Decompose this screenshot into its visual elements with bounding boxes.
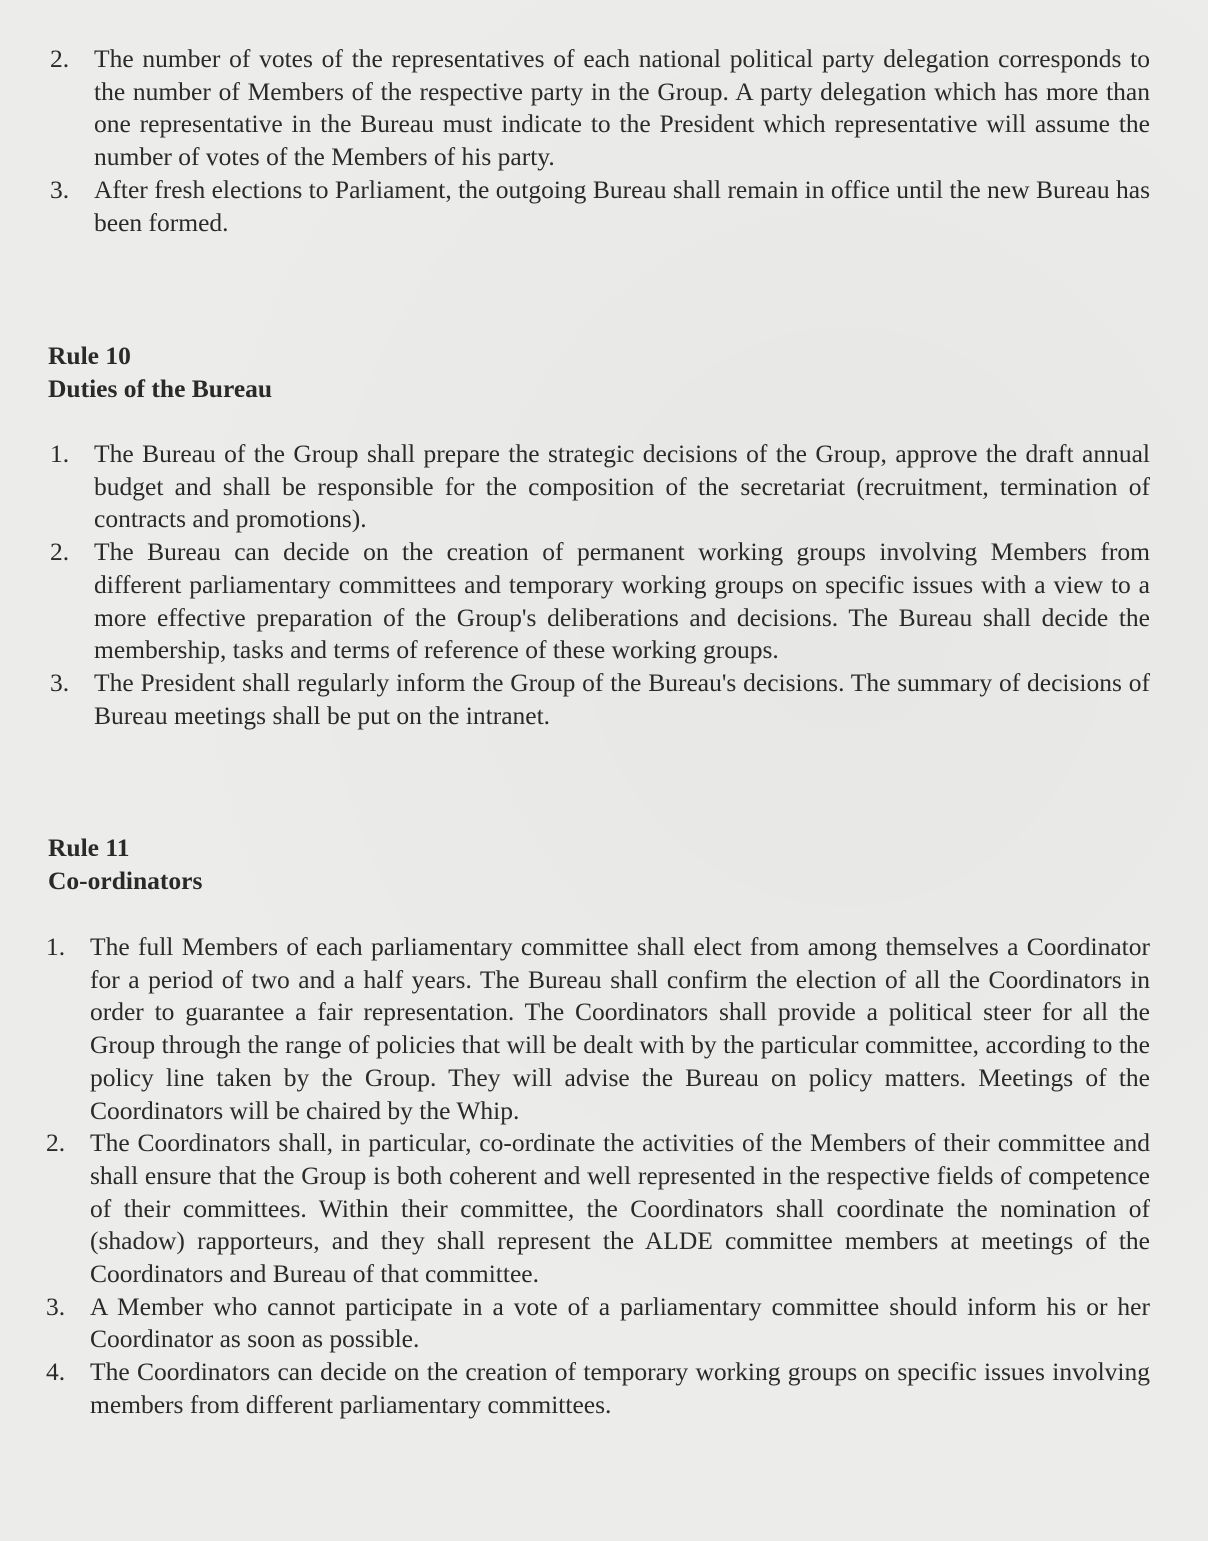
list-item xyxy=(44,1356,1150,1421)
item-text: The Bureau of the Group shall prepare the strategic decisions of the Group, approve the draft annual budget and shall be responsible for the composition of the secretariat (recruitment, termination of contracts and promotions). xyxy=(94,439,1150,534)
rule-11-body xyxy=(44,931,1150,1422)
item-number: 3. xyxy=(50,174,70,204)
rule-10-list xyxy=(48,438,1150,732)
rule-label: Rule 11 xyxy=(48,833,130,862)
previous-rule-list xyxy=(48,43,1150,239)
rule-title: Duties of the Bureau xyxy=(48,374,273,403)
list-item xyxy=(44,1127,1150,1291)
item-number: 2. xyxy=(50,44,70,73)
item-number: 2. xyxy=(50,537,70,567)
rule-11-heading xyxy=(48,831,1150,897)
item-number: 1. xyxy=(50,439,70,468)
item-text: The full Members of each parliamentary committee shall elect from among themselves a Coordinator for a period of two and a half years. The Bureau shall confirm the election of all the Coordinators in order to guarantee a fair representation. The Coordinators shall provide a political steer for all the Group through the range of policies that will be dealt with by the particular committee, according to the policy line taken by the Group. They will advise the Bureau on policy matters. Meetings of the Coordinators will be chaired by the Whip. xyxy=(90,932,1150,1125)
item-number: 1. xyxy=(46,932,66,961)
item-number: 2. xyxy=(46,1128,66,1158)
list-item xyxy=(48,43,1150,174)
item-text: The President shall regularly inform the Group of the Bureau's decisions. The summary of decisions of Bureau meetings shall be put on the intranet. xyxy=(94,667,1150,730)
item-text: The Coordinators can decide on the creation of temporary working groups on specific issues involving members from different parliamentary committees. xyxy=(90,1357,1150,1419)
list-item xyxy=(48,536,1150,667)
item-number: 3. xyxy=(50,667,70,697)
rule-10-heading xyxy=(48,339,1150,405)
previous-rule-continuation xyxy=(48,43,1150,239)
item-text: A Member who cannot participate in a vote of a parliamentary committee should inform his or her Coordinator as soon as possible. xyxy=(90,1291,1150,1354)
item-text: The Coordinators shall, in particular, co-ordinate the activities of the Members of their committee and shall ensure that the Group is both coherent and well represented in the respective fields of competence of their committees. Within their committee, the Coordinators shall coordinate the nomination of (shadow) rapporteurs, and they shall represent the ALDE committee members at meetings of the Coordinators and Bureau of that committee. xyxy=(90,1128,1150,1289)
list-item xyxy=(48,667,1150,732)
rule-10-body xyxy=(48,438,1150,732)
item-text: The Bureau can decide on the creation of permanent working groups involving Members from different parliamentary committees and temporary working groups on specific issues with a view to a more effective preparation of the Group's deliberations and decisions. The Bureau shall decide the membership, tasks and terms of reference of these working groups. xyxy=(94,537,1150,665)
rule-title: Co-ordinators xyxy=(48,866,203,895)
list-item xyxy=(44,1291,1150,1356)
item-text: After fresh elections to Parliament, the outgoing Bureau shall remain in office until the new Bureau has been formed. xyxy=(94,174,1150,237)
item-number: 4. xyxy=(46,1357,66,1387)
item-number: 3. xyxy=(46,1291,66,1321)
list-item xyxy=(48,174,1150,239)
rule-11-list xyxy=(44,931,1150,1422)
list-item xyxy=(44,931,1150,1127)
list-item xyxy=(48,438,1150,536)
rule-label: Rule 10 xyxy=(48,341,131,370)
item-text: The number of votes of the representatives of each national political party delegation corresponds to the number of Members of the respective party in the Group. A party delegation which has more than one representative in the Bureau must indicate to the President which representative will assume the number of votes of the Members of his party. xyxy=(94,44,1150,172)
